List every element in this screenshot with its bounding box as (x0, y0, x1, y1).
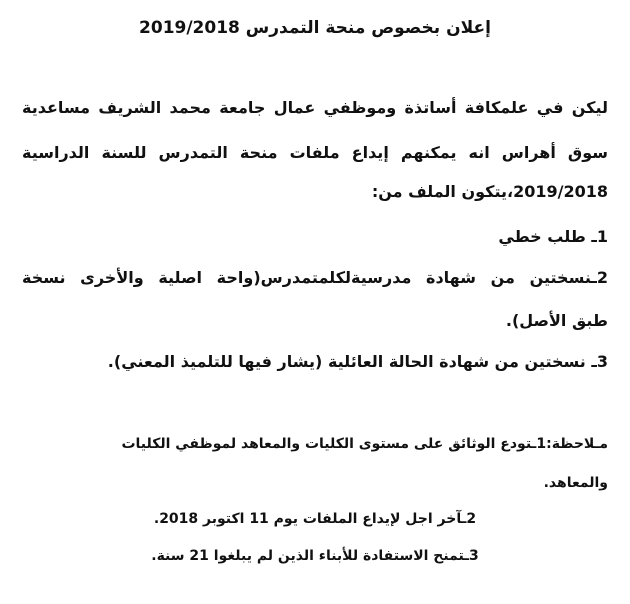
note-age-limit: 3ـتمنح الاستفادة للأبناء الذين لم يبلغوا 21 سنة. (151, 548, 479, 564)
item-2-line-1: 2ـنسختين من شهادة مدرسيةلكلمتمدرس(واحة اصلية والأخرى نسخة (22, 268, 608, 287)
note-line-2: والمعاهد. (543, 475, 608, 491)
note-line-1: مـلاحظة:1ـتودع الوثائق على مستوى الكليات والمعاهد لموظفي الكليات (121, 436, 608, 452)
item-2-line-2: طبق الأصل). (505, 311, 608, 330)
intro-line-2: سوق أهراس انه يمكنهم إيداع ملفات منحة التمدرس للسنة الدراسية (22, 143, 608, 162)
note-deadline: 2ـآخر اجل لإيداع الملفات يوم 11 اكتوبر 2018. (153, 511, 477, 527)
item-1: 1ـ طلب خطي (498, 227, 608, 246)
announcement-title: إعلان بخصوص منحة التمدرس 2019/2018 (139, 18, 491, 38)
item-3: 3ـ نسختين من شهادة الحالة العائلية (يشار فيها للتلميذ المعني). (107, 352, 608, 371)
intro-line-1: ليكن في علمكافة أساتذة وموظفي عمال جامعة محمد الشريف مساعدية (22, 98, 608, 117)
intro-line-3: 2019/2018،يتكون الملف من: (371, 182, 608, 201)
